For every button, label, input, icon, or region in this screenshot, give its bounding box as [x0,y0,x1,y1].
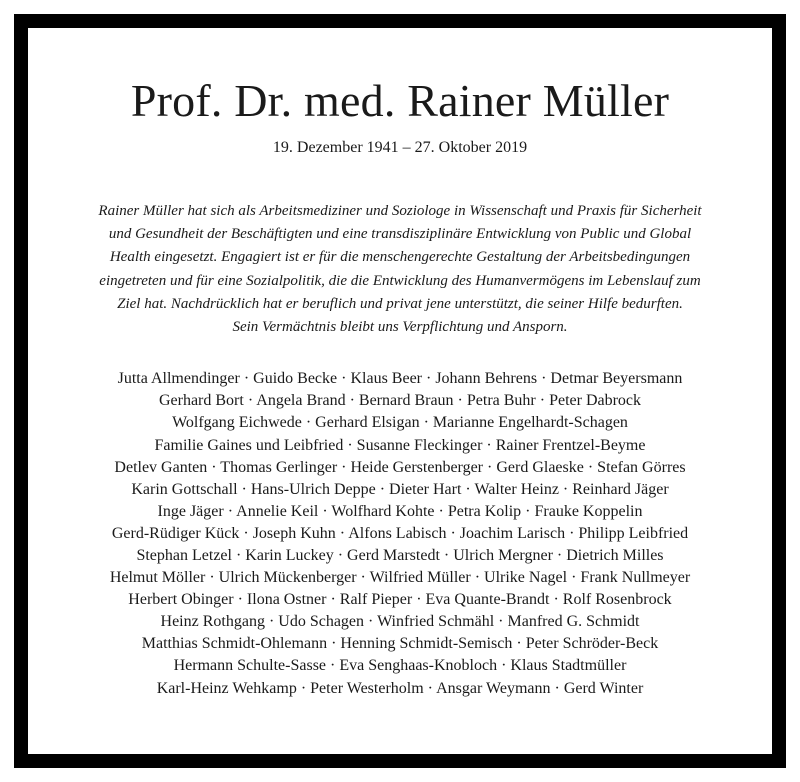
mourners-line: Stephan Letzel · Karin Luckey · Gerd Marstedt · Ulrich Mergner · Dietrich Milles [136,546,664,564]
mourners-list [28,368,772,699]
mourners-line: Gerd-Rüdiger Kück · Joseph Kuhn · Alfons Labisch · Joachim Larisch · Philipp Leibfried [111,524,689,542]
life-dates: 19. Dezember 1941 – 27. Oktober 2019 [272,139,528,156]
tribute-line: eingetreten und für eine Sozialpolitik, die die Entwicklung des Humanvermögens im Lebenslauf zum [99,272,701,289]
mourners-line: Herbert Obinger · Ilona Ostner · Ralf Pieper · Eva Quante-Brandt · Rolf Rosenbrock [128,591,672,609]
mourners-line: Karl-Heinz Wehkamp · Peter Westerholm · Ansgar Weymann · Gerd Winter [156,679,644,697]
mourners-line: Familie Gaines und Leibfried · Susanne Fleckinger · Rainer Frentzel-Beyme [154,436,646,454]
mourners-line: Hermann Schulte-Sasse · Eva Senghaas-Knobloch · Klaus Stadtmüller [173,657,627,675]
mourners-line: Helmut Möller · Ulrich Mückenberger · Wilfried Müller · Ulrike Nagel · Frank Nullmeyer [109,569,691,587]
mourners-line: Jutta Allmendinger · Guido Becke · Klaus Beer · Johann Behrens · Detmar Beyersmann [117,370,683,388]
mourners-line: Detlev Ganten · Thomas Gerlinger · Heide Gerstenberger · Gerd Glaeske · Stefan Görres [114,458,686,476]
tribute-line: Sein Vermächtnis bleibt uns Verpflichtung und Ansporn. [232,319,568,336]
mourners-line: Gerhard Bort · Angela Brand · Bernard Braun · Petra Buhr · Peter Dabrock [158,392,642,410]
tribute-line: und Gesundheit der Beschäftigten und eine transdisziplinäre Entwicklung von Public und Global [108,226,692,243]
deceased-name: Prof. Dr. med. Rainer Müller [130,75,670,126]
tribute-line: Ziel hat. Nachdrücklich hat er beruflich und privat jene unterstützt, die seiner Hilfe bedurften. [117,295,683,312]
mourners-line: Matthias Schmidt-Ohlemann · Henning Schmidt-Semisch · Peter Schröder-Beck [141,635,659,653]
obituary-content [28,28,772,700]
mourners-line: Wolfgang Eichwede · Gerhard Elsigan · Marianne Engelhardt-Schagen [172,414,628,432]
tribute-text [28,200,772,339]
mourners-line: Karin Gottschall · Hans-Ulrich Deppe · Dieter Hart · Walter Heinz · Reinhard Jäger [131,480,669,498]
tribute-line: Rainer Müller hat sich als Arbeitsmediziner und Soziologe in Wissenschaft und Praxis für Sicherheit [98,203,702,219]
mourners-line: Heinz Rothgang · Udo Schagen · Winfried Schmähl · Manfred G. Schmidt [160,613,640,631]
tribute-line: Health eingesetzt. Engagiert ist er für die menschengerechte Gestaltung der Arbeitsbedingungen [109,249,691,266]
mourners-line: Inge Jäger · Annelie Keil · Wolfhard Kohte · Petra Kolip · Frauke Koppelin [157,502,643,520]
